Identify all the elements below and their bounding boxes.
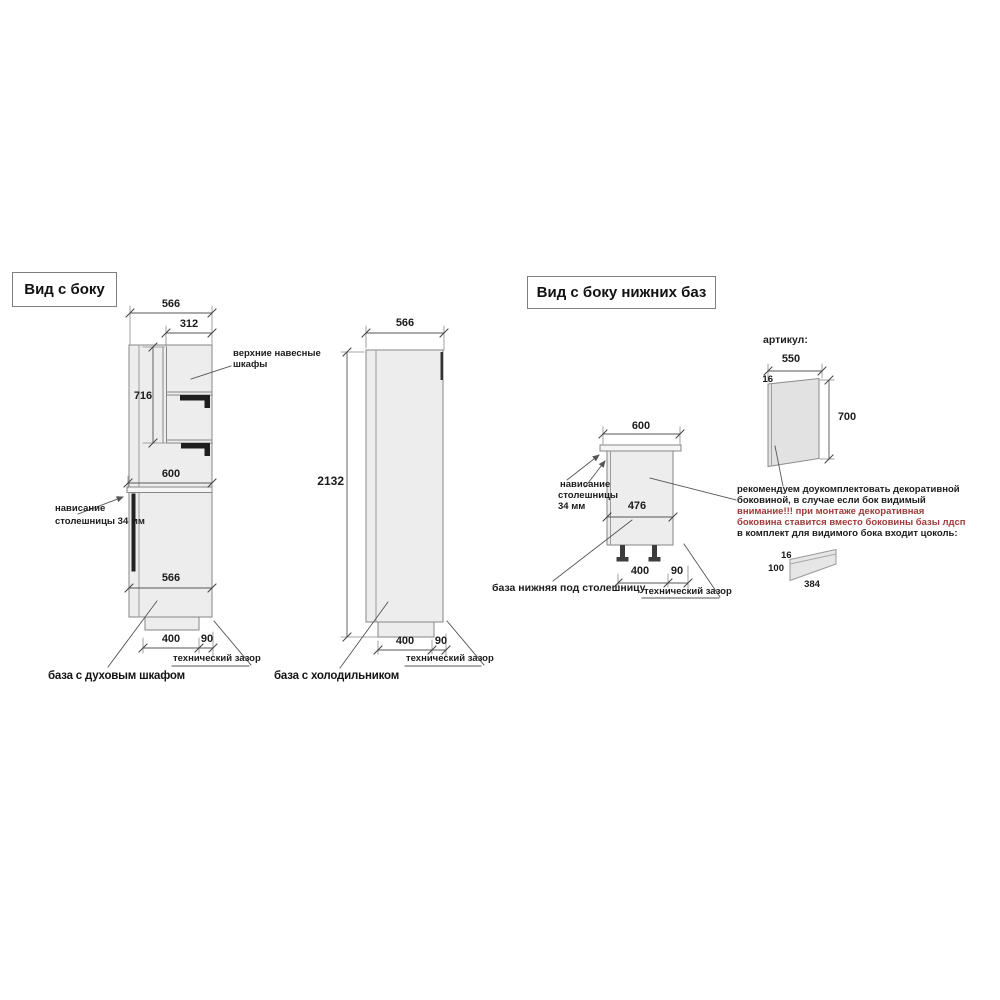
dim-566-fridge: 566 bbox=[395, 317, 415, 329]
artikul-label: артикул: bbox=[763, 334, 808, 346]
note-line-1: рекомендуем доукомплектовать декоративной bbox=[737, 484, 960, 495]
dim-550: 550 bbox=[781, 353, 801, 365]
decorative-side-panel-drawing bbox=[764, 364, 834, 486]
lower-base-label: база нижняя под столешницу bbox=[492, 582, 646, 594]
dim-16-plinth: 16 bbox=[781, 550, 792, 561]
overhang-label-l2: столешницы 34 мм bbox=[55, 516, 145, 527]
dim-700: 700 bbox=[837, 411, 857, 423]
dim-2132: 2132 bbox=[317, 474, 344, 488]
overhang-label-l1: нависание bbox=[55, 503, 106, 514]
note-line-2: боковиной, в случае если бок видимый bbox=[737, 495, 926, 506]
overhang-right-l1: нависание bbox=[560, 479, 611, 490]
dim-90: 90 bbox=[200, 633, 214, 645]
dim-716: 716 bbox=[133, 390, 153, 402]
dim-566-top: 566 bbox=[161, 298, 181, 310]
dim-384-plinth: 384 bbox=[804, 579, 820, 590]
dim-90-fridge: 90 bbox=[434, 635, 448, 647]
overhang-right-l2: столешницы bbox=[558, 490, 619, 501]
note-warning-1: внимание!!! при монтаже декоративная bbox=[737, 506, 925, 517]
oven-door-edge bbox=[132, 494, 136, 572]
tech-gap-label-lower: технический зазор bbox=[644, 586, 732, 597]
overhang-right-l3: 34 мм bbox=[558, 501, 586, 512]
dim-566-base: 566 bbox=[161, 572, 181, 584]
dim-400: 400 bbox=[161, 633, 181, 645]
dim-312: 312 bbox=[179, 318, 199, 330]
countertop bbox=[600, 445, 681, 451]
dim-16-panel: 16 bbox=[762, 374, 773, 385]
fridge-base-label: база с холодильником bbox=[274, 670, 400, 682]
dim-476: 476 bbox=[627, 500, 647, 512]
right-view-title: Вид с боку нижних баз bbox=[527, 276, 716, 309]
dim-600-lower: 600 bbox=[631, 420, 651, 432]
dim-100-plinth: 100 bbox=[768, 563, 784, 574]
dim-600: 600 bbox=[161, 468, 181, 480]
tech-gap-label-fridge: технический зазор bbox=[406, 653, 494, 664]
dim-90-lower: 90 bbox=[670, 565, 684, 577]
countertop bbox=[127, 487, 212, 493]
oven-base-label: база с духовым шкафом bbox=[48, 670, 185, 682]
note-warning-2: боковина ставится вместо боковины базы лдсп bbox=[737, 516, 966, 528]
tech-gap-label-oven: технический зазор bbox=[173, 653, 261, 664]
plinth-board-drawing bbox=[790, 550, 836, 581]
left-view-title: Вид с боку bbox=[12, 272, 117, 307]
panel-edge-mark bbox=[441, 352, 444, 380]
plinth bbox=[145, 617, 199, 630]
dim-400-lower: 400 bbox=[630, 565, 650, 577]
oven-base-cabinet-drawing bbox=[78, 306, 251, 667]
fridge-base-cabinet-drawing bbox=[340, 326, 484, 668]
dim-400-fridge: 400 bbox=[395, 635, 415, 647]
adjustable-feet bbox=[617, 545, 661, 562]
note-line-3: в комплект для видимого бока входит цоколь: bbox=[737, 527, 958, 539]
upper-cabinets-label: верхние навесные шкафы bbox=[233, 348, 321, 370]
